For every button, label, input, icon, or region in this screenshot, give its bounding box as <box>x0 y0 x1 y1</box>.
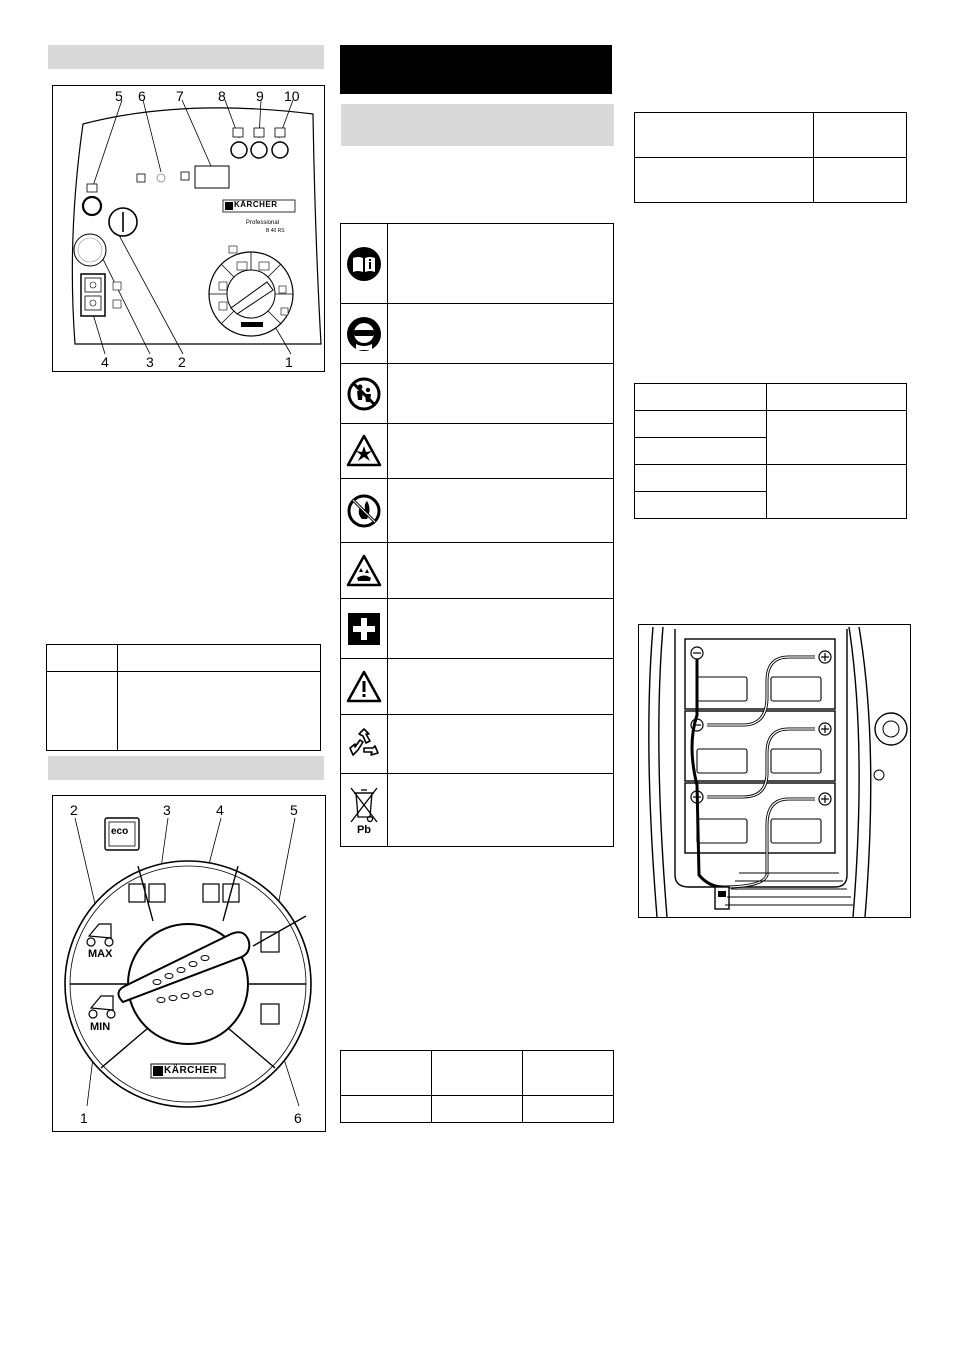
max-label: MAX <box>88 948 113 960</box>
battery-compartment-figure <box>638 624 911 918</box>
chapter-header-bar <box>340 45 612 94</box>
symbol-cell <box>341 543 388 599</box>
callout-number: 5 <box>290 802 298 818</box>
table-cell <box>814 158 907 203</box>
table-cell <box>47 645 118 672</box>
right-middle-table <box>634 383 907 519</box>
warning-icon <box>346 670 382 704</box>
table-cell <box>635 492 767 519</box>
min-label: MIN <box>90 1021 111 1033</box>
section-header-bar-left-top <box>48 45 324 69</box>
table-cell <box>432 1096 523 1123</box>
recycling-icon <box>346 726 382 762</box>
callout-number: 4 <box>216 802 224 818</box>
callout-number: 1 <box>80 1110 88 1126</box>
right-top-table <box>634 112 907 203</box>
program-dial-drawing <box>53 796 325 1131</box>
program-dial-figure <box>52 795 326 1132</box>
table-cell <box>341 1051 432 1096</box>
table-cell <box>47 672 118 751</box>
section-header-bar-middle <box>341 104 614 146</box>
callout-number: 2 <box>178 354 186 370</box>
table-cell <box>432 1051 523 1096</box>
table-cell <box>767 411 907 465</box>
callout-number: 2 <box>70 802 78 818</box>
callout-number: 8 <box>218 88 226 104</box>
panel-brand-logo: KÄRCHER <box>234 200 278 209</box>
callout-number: 3 <box>146 354 154 370</box>
symbol-description <box>388 304 614 364</box>
table-cell <box>635 465 767 492</box>
left-info-table <box>46 644 321 751</box>
callout-number: 4 <box>101 354 109 370</box>
symbol-description <box>388 715 614 774</box>
table-cell <box>814 113 907 158</box>
callout-number: 10 <box>284 88 300 104</box>
table-cell <box>635 158 814 203</box>
symbol-description <box>388 479 614 543</box>
table-cell <box>341 1096 432 1123</box>
callout-number: 1 <box>285 354 293 370</box>
no-fire-icon <box>346 493 382 529</box>
callout-number: 6 <box>294 1110 302 1126</box>
symbol-description <box>388 659 614 715</box>
symbol-description <box>388 599 614 659</box>
battery-compartment-drawing <box>639 625 910 917</box>
pb-label: Pb <box>356 824 372 835</box>
middle-data-table <box>340 1050 614 1123</box>
symbol-description <box>388 774 614 847</box>
table-cell <box>767 384 907 411</box>
first-aid-icon <box>347 612 381 646</box>
eco-label: eco <box>111 826 129 837</box>
symbol-cell <box>341 715 388 774</box>
keep-children-away-icon <box>346 376 382 412</box>
symbol-cell <box>341 774 388 847</box>
table-cell <box>523 1051 614 1096</box>
symbol-description <box>388 224 614 304</box>
symbol-description <box>388 543 614 599</box>
callout-number: 3 <box>163 802 171 818</box>
read-manual-icon <box>346 246 382 282</box>
safety-symbols-table <box>340 223 614 847</box>
dial-brand-logo: KÄRCHER <box>164 1065 218 1076</box>
eye-protection-icon <box>346 316 382 352</box>
panel-model: B 40 RS <box>266 228 285 234</box>
symbol-cell <box>341 224 388 304</box>
callout-number: 9 <box>256 88 264 104</box>
symbol-cell <box>341 599 388 659</box>
panel-product-line: Professional <box>246 220 280 226</box>
table-cell <box>635 438 767 465</box>
table-cell <box>635 113 814 158</box>
table-cell <box>635 384 767 411</box>
table-cell <box>118 645 321 672</box>
table-cell <box>523 1096 614 1123</box>
symbol-cell <box>341 424 388 479</box>
table-cell <box>767 465 907 519</box>
symbol-description <box>388 364 614 424</box>
symbol-cell <box>341 304 388 364</box>
table-cell <box>118 672 321 751</box>
crossed-bin-icon <box>346 785 382 835</box>
symbol-description <box>388 424 614 479</box>
table-cell <box>635 411 767 438</box>
symbol-cell <box>341 364 388 424</box>
section-header-bar-left-bottom <box>48 756 324 780</box>
symbol-cell <box>341 479 388 543</box>
acid-hazard-icon <box>346 554 382 588</box>
callout-number: 5 <box>115 88 123 104</box>
symbol-cell <box>341 659 388 715</box>
explosion-hazard-icon <box>346 434 382 468</box>
callout-number: 7 <box>176 88 184 104</box>
callout-number: 6 <box>138 88 146 104</box>
